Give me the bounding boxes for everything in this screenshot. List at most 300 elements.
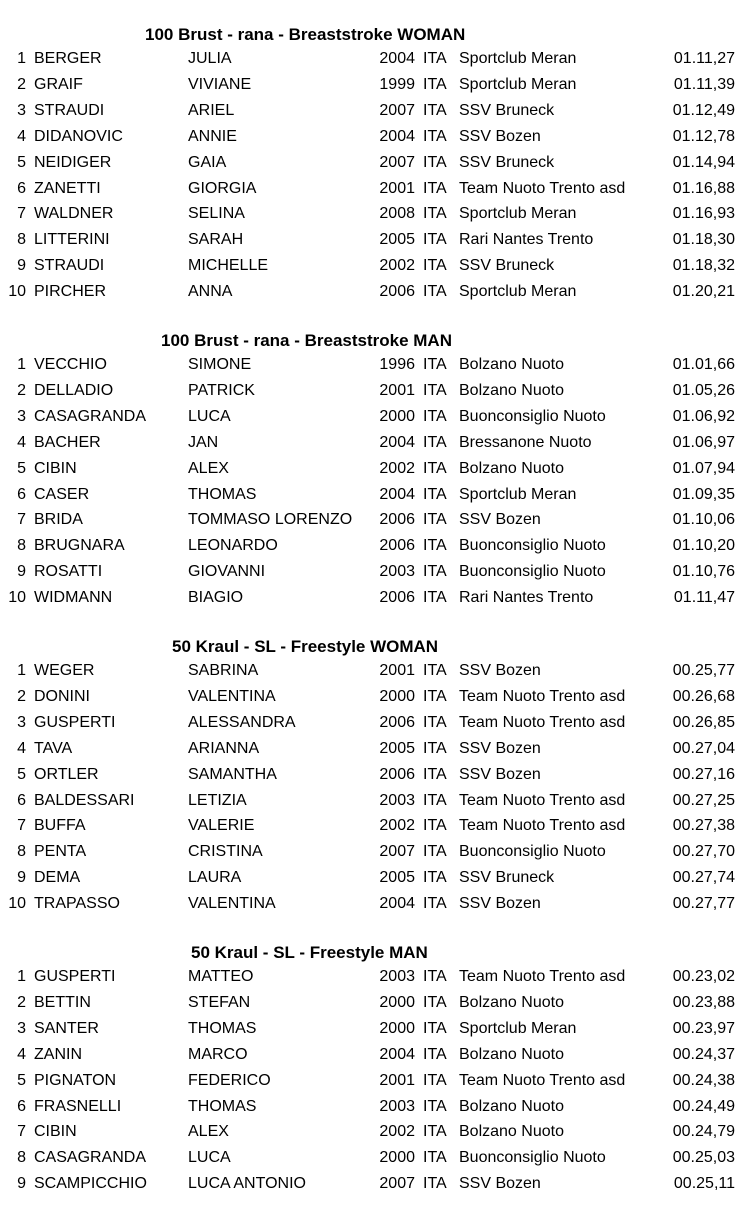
- rank-cell: 6: [17, 485, 26, 503]
- nation-cell: ITA: [423, 817, 447, 835]
- club-cell: Buonconsiglio Nuoto: [459, 843, 606, 861]
- birth-year-cell: 2005: [379, 739, 415, 757]
- table-row: [0, 201, 756, 227]
- table-row: [0, 253, 756, 279]
- table-row: [0, 1016, 756, 1042]
- rank-cell: 2: [17, 75, 26, 93]
- club-cell: SSV Bozen: [459, 127, 541, 145]
- table-row: [0, 813, 756, 839]
- last-name-cell: GUSPERTI: [34, 713, 116, 731]
- last-name-cell: CIBIN: [34, 1123, 77, 1141]
- birth-year-cell: 2007: [379, 101, 415, 119]
- table-row: [0, 378, 756, 404]
- section-title-breaststroke-woman: 100 Brust - rana - Breaststroke WOMAN: [145, 25, 466, 44]
- table-row: [0, 150, 756, 176]
- nation-cell: ITA: [423, 1149, 447, 1167]
- birth-year-cell: 2003: [379, 968, 415, 985]
- time-cell: 01.20,21: [672, 283, 735, 301]
- time-cell: 01.18,32: [672, 257, 735, 275]
- table-row: [0, 1094, 756, 1120]
- table-row: [0, 72, 756, 98]
- rank-cell: 7: [17, 511, 26, 529]
- rank-cell: 7: [17, 1123, 26, 1141]
- time-cell: 01.06,92: [672, 407, 735, 425]
- first-name-cell: LUCA: [188, 1149, 231, 1167]
- nation-cell: ITA: [423, 993, 447, 1011]
- birth-year-cell: 2004: [379, 1045, 415, 1063]
- club-cell: SSV Bozen: [459, 765, 541, 783]
- birth-year-cell: 2000: [379, 1149, 415, 1167]
- last-name-cell: WIDMANN: [34, 589, 113, 607]
- last-name-cell: NEIDIGER: [34, 153, 112, 171]
- first-name-cell: ALEX: [188, 459, 229, 477]
- table-row: [0, 964, 756, 990]
- last-name-cell: PIRCHER: [34, 283, 107, 301]
- time-cell: 00.27,04: [672, 739, 735, 757]
- club-cell: Team Nuoto Trento asd: [459, 817, 626, 835]
- first-name-cell: TOMMASO LORENZO: [188, 511, 353, 529]
- nation-cell: ITA: [423, 231, 447, 249]
- rank-cell: 9: [17, 257, 26, 275]
- birth-year-cell: 2006: [379, 589, 415, 607]
- first-name-cell: ANNA: [188, 283, 233, 301]
- birth-year-cell: 1999: [379, 75, 415, 93]
- rank-cell: 9: [17, 1175, 26, 1193]
- first-name-cell: ARIANNA: [188, 739, 260, 757]
- last-name-cell: ROSATTI: [34, 563, 103, 581]
- last-name-cell: GUSPERTI: [34, 968, 116, 985]
- time-cell: 01.12,49: [672, 101, 735, 119]
- nation-cell: ITA: [423, 869, 447, 887]
- birth-year-cell: 2006: [379, 765, 415, 783]
- time-cell: 00.25,11: [673, 1175, 735, 1193]
- birth-year-cell: 2000: [379, 993, 415, 1011]
- first-name-cell: THOMAS: [188, 1019, 257, 1037]
- rank-cell: 6: [17, 179, 26, 197]
- club-cell: Bolzano Nuoto: [459, 1123, 564, 1141]
- time-cell: 00.27,77: [672, 895, 735, 913]
- last-name-cell: DELLADIO: [34, 381, 114, 399]
- nation-cell: ITA: [423, 843, 447, 861]
- last-name-cell: WEGER: [34, 662, 95, 679]
- club-cell: SSV Bruneck: [459, 869, 555, 887]
- club-cell: SSV Bozen: [459, 895, 541, 913]
- first-name-cell: PATRICK: [188, 381, 255, 399]
- last-name-cell: BETTIN: [34, 993, 91, 1011]
- birth-year-cell: 2007: [379, 1175, 415, 1193]
- first-name-cell: SIMONE: [188, 356, 252, 373]
- rank-cell: 3: [17, 101, 26, 119]
- club-cell: Sportclub Meran: [459, 75, 577, 93]
- rank-cell: 5: [17, 765, 26, 783]
- club-cell: Buonconsiglio Nuoto: [459, 537, 606, 555]
- nation-cell: ITA: [423, 101, 447, 119]
- birth-year-cell: 2001: [379, 662, 415, 679]
- first-name-cell: GIORGIA: [188, 179, 257, 197]
- first-name-cell: GIOVANNI: [188, 563, 266, 581]
- first-name-cell: LAURA: [188, 869, 242, 887]
- birth-year-cell: 2007: [379, 153, 415, 171]
- birth-year-cell: 2007: [379, 843, 415, 861]
- rank-cell: 5: [17, 459, 26, 477]
- rank-cell: 2: [17, 381, 26, 399]
- last-name-cell: LITTERINI: [34, 231, 110, 249]
- club-cell: Buonconsiglio Nuoto: [459, 1149, 606, 1167]
- table-row: [0, 482, 756, 508]
- club-cell: Team Nuoto Trento asd: [459, 1071, 626, 1089]
- nation-cell: ITA: [423, 537, 447, 555]
- nation-cell: ITA: [423, 1071, 447, 1089]
- birth-year-cell: 2002: [379, 1123, 415, 1141]
- first-name-cell: CRISTINA: [188, 843, 263, 861]
- rank-cell: 8: [17, 843, 26, 861]
- rank-cell: 6: [17, 791, 26, 809]
- last-name-cell: ORTLER: [34, 765, 99, 783]
- club-cell: Team Nuoto Trento asd: [459, 687, 626, 705]
- last-name-cell: VECCHIO: [34, 356, 107, 373]
- club-cell: SSV Bozen: [459, 511, 541, 529]
- time-cell: 00.24,38: [672, 1071, 735, 1089]
- first-name-cell: LETIZIA: [188, 791, 247, 809]
- rank-cell: 8: [17, 231, 26, 249]
- time-cell: 01.16,88: [672, 179, 735, 197]
- nation-cell: ITA: [423, 1175, 447, 1193]
- rank-cell: 1: [17, 968, 26, 985]
- time-cell: 01.16,93: [672, 205, 735, 223]
- club-cell: Bolzano Nuoto: [459, 1097, 564, 1115]
- birth-year-cell: 2000: [379, 1019, 415, 1037]
- birth-year-cell: 2003: [379, 563, 415, 581]
- time-cell: 00.27,70: [672, 843, 735, 861]
- table-row: [0, 585, 756, 611]
- first-name-cell: STEFAN: [188, 993, 251, 1011]
- nation-cell: ITA: [423, 127, 447, 145]
- birth-year-cell: 2004: [379, 50, 415, 67]
- birth-year-cell: 2005: [379, 869, 415, 887]
- nation-cell: ITA: [423, 381, 447, 399]
- time-cell: 01.06,97: [672, 433, 735, 451]
- first-name-cell: VALENTINA: [188, 895, 276, 913]
- first-name-cell: JAN: [188, 433, 219, 451]
- first-name-cell: MICHELLE: [188, 257, 269, 275]
- club-cell: Bolzano Nuoto: [459, 356, 564, 373]
- club-cell: Rari Nantes Trento: [459, 231, 594, 249]
- nation-cell: ITA: [423, 1123, 447, 1141]
- nation-cell: ITA: [423, 1097, 447, 1115]
- nation-cell: ITA: [423, 589, 447, 607]
- time-cell: 01.05,26: [672, 381, 735, 399]
- birth-year-cell: 2002: [379, 817, 415, 835]
- birth-year-cell: 2006: [379, 537, 415, 555]
- birth-year-cell: 2006: [379, 713, 415, 731]
- rank-cell: 4: [17, 433, 26, 451]
- first-name-cell: ARIEL: [188, 101, 235, 119]
- club-cell: Team Nuoto Trento asd: [459, 791, 626, 809]
- nation-cell: ITA: [423, 713, 447, 731]
- club-cell: Bolzano Nuoto: [459, 1045, 564, 1063]
- time-cell: 00.27,25: [672, 791, 735, 809]
- club-cell: Rari Nantes Trento: [459, 589, 594, 607]
- first-name-cell: BIAGIO: [188, 589, 244, 607]
- time-cell: 00.25,77: [672, 662, 735, 679]
- table-row: [0, 46, 756, 72]
- table-row: [0, 507, 756, 533]
- table-row: [0, 559, 756, 585]
- first-name-cell: THOMAS: [188, 1097, 257, 1115]
- nation-cell: ITA: [423, 257, 447, 275]
- last-name-cell: BACHER: [34, 433, 101, 451]
- nation-cell: ITA: [423, 1045, 447, 1063]
- nation-cell: ITA: [423, 433, 447, 451]
- first-name-cell: ALEX: [188, 1123, 229, 1141]
- time-cell: 00.27,74: [672, 869, 735, 887]
- club-cell: SSV Bozen: [459, 1175, 541, 1193]
- nation-cell: ITA: [423, 739, 447, 757]
- last-name-cell: BALDESSARI: [34, 791, 135, 809]
- last-name-cell: FRASNELLI: [34, 1097, 122, 1115]
- first-name-cell: ANNIE: [188, 127, 237, 145]
- time-cell: 01.09,35: [672, 485, 735, 503]
- last-name-cell: STRAUDI: [34, 257, 105, 275]
- last-name-cell: TAVA: [34, 739, 73, 757]
- club-cell: SSV Bozen: [459, 662, 541, 679]
- birth-year-cell: 2002: [379, 459, 415, 477]
- club-cell: Sportclub Meran: [459, 485, 577, 503]
- table-row: [0, 1119, 756, 1145]
- club-cell: Buonconsiglio Nuoto: [459, 563, 606, 581]
- rank-cell: 3: [17, 1019, 26, 1037]
- last-name-cell: TRAPASSO: [34, 895, 120, 913]
- birth-year-cell: 2004: [379, 485, 415, 503]
- table-row: [0, 736, 756, 762]
- table-row: [0, 658, 756, 684]
- nation-cell: ITA: [423, 511, 447, 529]
- first-name-cell: JULIA: [188, 50, 232, 67]
- time-cell: 00.26,68: [672, 687, 735, 705]
- first-name-cell: LUCA: [188, 407, 231, 425]
- birth-year-cell: 2004: [379, 895, 415, 913]
- table-row: [0, 990, 756, 1016]
- table-row: [0, 891, 756, 917]
- rank-cell: 1: [17, 662, 26, 679]
- rank-cell: 4: [17, 1045, 26, 1063]
- time-cell: 01.10,76: [672, 563, 735, 581]
- first-name-cell: SELINA: [188, 205, 245, 223]
- last-name-cell: CASAGRANDA: [34, 407, 147, 425]
- time-cell: 01.11,27: [673, 50, 735, 67]
- nation-cell: ITA: [423, 485, 447, 503]
- rank-cell: 1: [17, 50, 26, 67]
- table-row: [0, 788, 756, 814]
- table-row: [0, 839, 756, 865]
- time-cell: 01.14,94: [672, 153, 735, 171]
- birth-year-cell: 2001: [379, 179, 415, 197]
- time-cell: 00.24,49: [672, 1097, 735, 1115]
- time-cell: 00.24,37: [672, 1045, 735, 1063]
- club-cell: Sportclub Meran: [459, 50, 577, 67]
- nation-cell: ITA: [423, 662, 447, 679]
- last-name-cell: GRAIF: [34, 75, 83, 93]
- table-row: [0, 762, 756, 788]
- rank-cell: 4: [17, 127, 26, 145]
- table-row: [0, 1145, 756, 1171]
- table-row: [0, 279, 756, 305]
- rank-cell: 10: [8, 589, 26, 607]
- time-cell: 01.11,39: [673, 75, 735, 93]
- birth-year-cell: 2006: [379, 511, 415, 529]
- nation-cell: ITA: [423, 1019, 447, 1037]
- first-name-cell: SABRINA: [188, 662, 259, 679]
- nation-cell: ITA: [423, 791, 447, 809]
- table-row: [0, 533, 756, 559]
- time-cell: 00.26,85: [672, 713, 735, 731]
- club-cell: Team Nuoto Trento asd: [459, 968, 626, 985]
- first-name-cell: LEONARDO: [188, 537, 278, 555]
- time-cell: 01.10,20: [672, 537, 735, 555]
- club-cell: SSV Bozen: [459, 739, 541, 757]
- last-name-cell: PENTA: [34, 843, 87, 861]
- nation-cell: ITA: [423, 765, 447, 783]
- rank-cell: 7: [17, 817, 26, 835]
- club-cell: SSV Bruneck: [459, 153, 555, 171]
- rank-cell: 2: [17, 993, 26, 1011]
- time-cell: 01.12,78: [672, 127, 735, 145]
- rank-cell: 10: [8, 895, 26, 913]
- rank-cell: 7: [17, 205, 26, 223]
- first-name-cell: VALENTINA: [188, 687, 276, 705]
- birth-year-cell: 2006: [379, 283, 415, 301]
- time-cell: 00.25,03: [672, 1149, 735, 1167]
- birth-year-cell: 2002: [379, 257, 415, 275]
- rank-cell: 1: [17, 356, 26, 373]
- last-name-cell: BRUGNARA: [34, 537, 125, 555]
- birth-year-cell: 2004: [379, 127, 415, 145]
- last-name-cell: ZANIN: [34, 1045, 82, 1063]
- nation-cell: ITA: [423, 205, 447, 223]
- club-cell: Bolzano Nuoto: [459, 993, 564, 1011]
- table-row: [0, 176, 756, 202]
- last-name-cell: STRAUDI: [34, 101, 105, 119]
- table-row: [0, 430, 756, 456]
- club-cell: Bressanone Nuoto: [459, 433, 592, 451]
- club-cell: SSV Bruneck: [459, 101, 555, 119]
- club-cell: Sportclub Meran: [459, 205, 577, 223]
- first-name-cell: LUCA ANTONIO: [188, 1175, 306, 1193]
- nation-cell: ITA: [423, 687, 447, 705]
- last-name-cell: ZANETTI: [34, 179, 101, 197]
- last-name-cell: BUFFA: [34, 817, 86, 835]
- club-cell: SSV Bruneck: [459, 257, 555, 275]
- nation-cell: ITA: [423, 563, 447, 581]
- nation-cell: ITA: [423, 968, 447, 985]
- rank-cell: 5: [17, 1071, 26, 1089]
- birth-year-cell: 2000: [379, 407, 415, 425]
- last-name-cell: BRIDA: [34, 511, 83, 529]
- time-cell: 01.10,06: [672, 511, 735, 529]
- table-row: [0, 684, 756, 710]
- table-row: [0, 1042, 756, 1068]
- nation-cell: ITA: [423, 153, 447, 171]
- time-cell: 01.01,66: [672, 356, 735, 373]
- section-title-breaststroke-man: 100 Brust - rana - Breaststroke MAN: [161, 331, 452, 350]
- nation-cell: ITA: [423, 356, 447, 373]
- nation-cell: ITA: [423, 75, 447, 93]
- last-name-cell: SCAMPICCHIO: [34, 1175, 147, 1193]
- rank-cell: 8: [17, 537, 26, 555]
- club-cell: Buonconsiglio Nuoto: [459, 407, 606, 425]
- time-cell: 01.18,30: [672, 231, 735, 249]
- birth-year-cell: 1996: [379, 356, 415, 373]
- first-name-cell: VIVIANE: [188, 75, 252, 93]
- table-row: [0, 1068, 756, 1094]
- first-name-cell: THOMAS: [188, 485, 257, 503]
- birth-year-cell: 2008: [379, 205, 415, 223]
- rank-cell: 4: [17, 739, 26, 757]
- club-cell: Sportclub Meran: [459, 283, 577, 301]
- nation-cell: ITA: [423, 179, 447, 197]
- rank-cell: 9: [17, 563, 26, 581]
- last-name-cell: DIDANOVIC: [34, 127, 123, 145]
- last-name-cell: SANTER: [34, 1019, 99, 1037]
- last-name-cell: CASAGRANDA: [34, 1149, 147, 1167]
- nation-cell: ITA: [423, 283, 447, 301]
- last-name-cell: WALDNER: [34, 205, 114, 223]
- first-name-cell: SARAH: [188, 231, 244, 249]
- rank-cell: 8: [17, 1149, 26, 1167]
- table-row: [0, 404, 756, 430]
- first-name-cell: ALESSANDRA: [188, 713, 296, 731]
- table-row: [0, 710, 756, 736]
- birth-year-cell: 2003: [379, 1097, 415, 1115]
- birth-year-cell: 2004: [379, 433, 415, 451]
- nation-cell: ITA: [423, 50, 447, 67]
- rank-cell: 6: [17, 1097, 26, 1115]
- table-row: [0, 1171, 756, 1197]
- time-cell: 01.07,94: [672, 459, 735, 477]
- table-row: [0, 865, 756, 891]
- rank-cell: 10: [8, 283, 26, 301]
- first-name-cell: MARCO: [188, 1045, 248, 1063]
- time-cell: 01.11,47: [673, 589, 735, 607]
- first-name-cell: VALERIE: [188, 817, 255, 835]
- last-name-cell: PIGNATON: [34, 1071, 117, 1089]
- rank-cell: 9: [17, 869, 26, 887]
- first-name-cell: MATTEO: [188, 968, 254, 985]
- club-cell: Sportclub Meran: [459, 1019, 577, 1037]
- table-row: [0, 352, 756, 378]
- birth-year-cell: 2000: [379, 687, 415, 705]
- birth-year-cell: 2003: [379, 791, 415, 809]
- rank-cell: 5: [17, 153, 26, 171]
- table-row: [0, 124, 756, 150]
- club-cell: Bolzano Nuoto: [459, 459, 564, 477]
- time-cell: 00.23,97: [672, 1019, 735, 1037]
- table-row: [0, 456, 756, 482]
- club-cell: Team Nuoto Trento asd: [459, 179, 626, 197]
- rank-cell: 2: [17, 687, 26, 705]
- birth-year-cell: 2005: [379, 231, 415, 249]
- first-name-cell: FEDERICO: [188, 1071, 271, 1089]
- rank-cell: 3: [17, 713, 26, 731]
- last-name-cell: BERGER: [34, 50, 102, 67]
- club-cell: Team Nuoto Trento asd: [459, 713, 626, 731]
- time-cell: 00.27,38: [672, 817, 735, 835]
- last-name-cell: CIBIN: [34, 459, 77, 477]
- section-title-freestyle-man: 50 Kraul - SL - Freestyle MAN: [191, 943, 428, 962]
- first-name-cell: GAIA: [188, 153, 227, 171]
- nation-cell: ITA: [423, 459, 447, 477]
- rank-cell: 3: [17, 407, 26, 425]
